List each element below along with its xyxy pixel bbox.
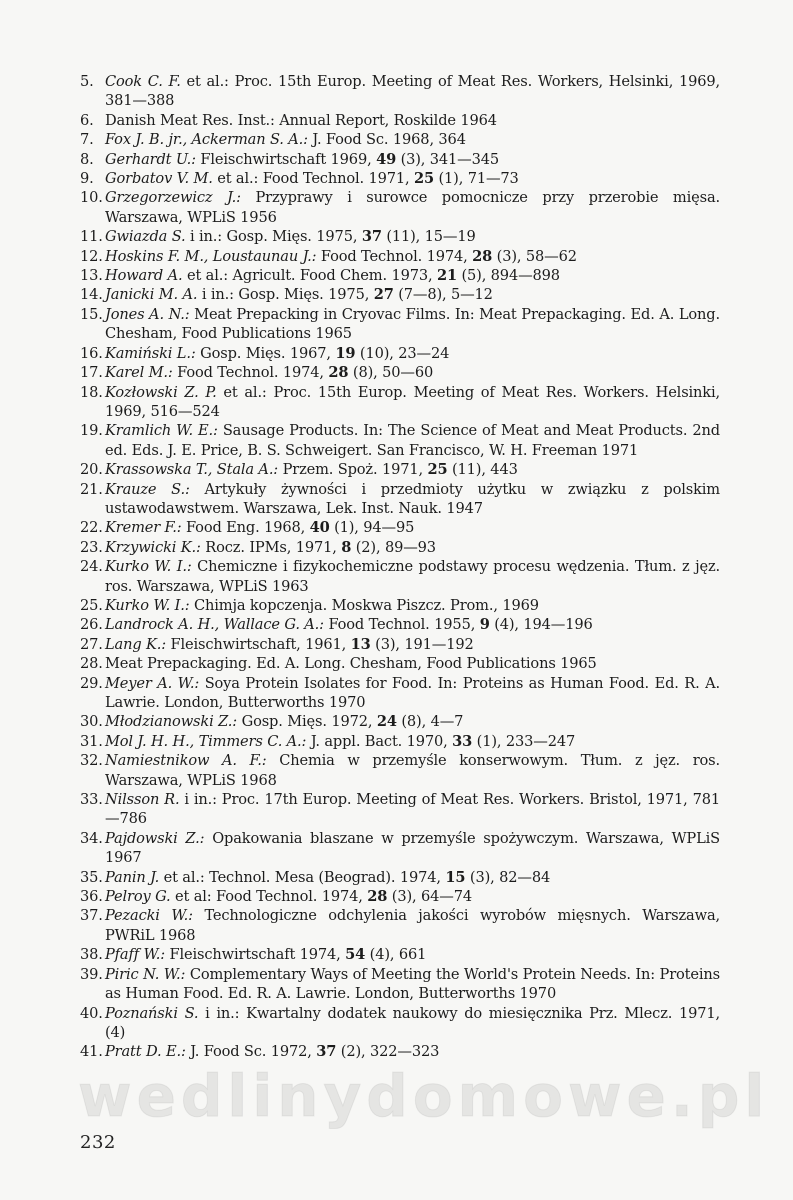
reference-volume: 25 xyxy=(427,461,448,479)
reference-number: 22. xyxy=(80,519,103,537)
reference-number: 19. xyxy=(80,422,103,440)
reference-item xyxy=(80,615,720,634)
reference-pages: (11), 443 xyxy=(447,461,518,479)
reference-volume: 13 xyxy=(350,635,371,653)
reference-number: 37. xyxy=(80,907,103,925)
reference-author: Gerhardt U.: xyxy=(105,150,196,168)
reference-text: Przyprawy i surowce pomocnicze przy przerobie mięsa. Warszawa, WPLiS 1956 xyxy=(105,189,720,226)
reference-volume: 27 xyxy=(373,286,394,304)
reference-item xyxy=(80,965,720,1004)
reference-pages: (1), 94—95 xyxy=(329,519,415,537)
reference-item xyxy=(80,285,720,304)
watermark: wedlinydomowe.pl xyxy=(78,1062,770,1130)
reference-volume: 19 xyxy=(335,344,356,362)
reference-volume: 40 xyxy=(309,519,330,537)
reference-volume: 8 xyxy=(341,538,352,556)
reference-text: Przem. Spoż. 1971, xyxy=(278,461,428,479)
reference-author: Mol J. H. H., Timmers C. A.: xyxy=(105,732,307,750)
reference-item xyxy=(80,227,720,246)
reference-volume: 33 xyxy=(452,732,473,750)
reference-author: Młodzianowski Z.: xyxy=(105,713,238,731)
reference-item xyxy=(80,169,720,188)
reference-item xyxy=(80,305,720,344)
reference-item xyxy=(80,460,720,479)
reference-text: Meat Prepackaging. Ed. A. Long. Chesham, Food Publications 1965 xyxy=(105,655,597,673)
reference-number: 38. xyxy=(80,946,103,964)
reference-item xyxy=(80,557,720,596)
reference-number: 41. xyxy=(80,1043,103,1061)
reference-number: 6. xyxy=(80,111,94,129)
reference-item xyxy=(80,518,720,537)
reference-number: 12. xyxy=(80,247,103,265)
reference-item xyxy=(80,654,720,673)
reference-text: et al: Food Technol. 1974, xyxy=(170,888,368,906)
reference-number: 15. xyxy=(80,305,103,323)
reference-text: i in.: Kwartalny dodatek naukowy do miesięcznika Prz. Mlecz. 1971, (4) xyxy=(105,1004,720,1041)
reference-item xyxy=(80,247,720,266)
reference-author: Grzegorzewicz J.: xyxy=(105,189,241,207)
reference-item xyxy=(80,945,720,964)
reference-item xyxy=(80,674,720,713)
reference-text: Sausage Products. In: The Science of Meat and Meat Products. 2nd ed. Eds. J. E. Price, B. S. Schweigert. San Francisco, W. H. Freeman 1971 xyxy=(105,422,720,459)
reference-number: 7. xyxy=(80,131,94,149)
reference-author: Kremer F.: xyxy=(105,519,182,537)
reference-number: 36. xyxy=(80,888,103,906)
reference-text: J. Food Sc. 1972, xyxy=(185,1043,317,1061)
reference-volume: 54 xyxy=(345,946,366,964)
reference-author: Nilsson R. xyxy=(105,791,180,809)
reference-number: 28. xyxy=(80,655,103,673)
reference-text: Food Technol. 1974, xyxy=(172,364,329,382)
reference-text: Opakowania blaszane w przemyśle spożywczym. Warszawa, WPLiS 1967 xyxy=(105,829,721,867)
reference-volume: 21 xyxy=(436,267,457,285)
reference-item xyxy=(80,887,720,906)
reference-number: 29. xyxy=(80,674,103,692)
reference-volume: 28 xyxy=(472,247,493,265)
reference-text: Fleischwirtschaft, 1961, xyxy=(166,635,351,653)
reference-author: Pelroy G. xyxy=(105,888,171,906)
reference-author: Howard A. xyxy=(105,267,183,285)
reference-volume: 37 xyxy=(316,1043,337,1061)
reference-number: 5. xyxy=(80,73,94,90)
reference-number: 17. xyxy=(80,364,103,382)
reference-item xyxy=(80,1042,720,1061)
reference-author: Kramlich W. E.: xyxy=(105,422,218,440)
reference-text: Rocz. IPMs, 1971, xyxy=(200,538,342,556)
reference-number: 40. xyxy=(80,1004,103,1022)
reference-pages: (7—8), 5—12 xyxy=(393,286,493,304)
reference-pages: (3), 64—74 xyxy=(387,888,472,906)
reference-text: Chemiczne i fizykochemiczne podstawy procesu wędzenia. Tłum. z jęz. ros. Warszawa, WPLiS 1963 xyxy=(105,558,720,595)
reference-volume: 28 xyxy=(328,364,349,382)
reference-text: et al.: Proc. 15th Europ. Meeting of Meat Res. Workers. Helsinki, 1969, 516—524 xyxy=(105,383,721,420)
reference-text: Fleischwirtschaft 1969, xyxy=(195,150,377,168)
reference-author: Namiestnikow A. F.: xyxy=(105,752,267,770)
reference-volume: 37 xyxy=(361,228,382,246)
reference-text: Gosp. Mięs. 1967, xyxy=(195,344,336,362)
reference-author: Kamiński L.: xyxy=(105,344,196,362)
reference-item xyxy=(80,130,720,149)
reference-pages: (4), 194—196 xyxy=(489,616,593,634)
reference-volume: 28 xyxy=(367,888,388,906)
reference-author: Gorbatov V. M. xyxy=(105,170,213,188)
reference-number: 23. xyxy=(80,538,103,556)
reference-author: Poznański S. xyxy=(105,1004,199,1022)
reference-item xyxy=(80,790,720,829)
reference-number: 33. xyxy=(80,791,103,809)
reference-pages: (8), 50—60 xyxy=(348,364,434,382)
reference-number: 24. xyxy=(80,558,103,576)
reference-author: Janicki M. A. xyxy=(105,286,198,304)
reference-number: 11. xyxy=(80,228,103,246)
reference-text: i in.: Proc. 17th Europ. Meeting of Meat Res. Workers. Bristol, 1971, 781—786 xyxy=(105,791,720,828)
reference-item xyxy=(80,150,720,169)
reference-number: 32. xyxy=(80,752,103,770)
reference-author: Gwiazda S. xyxy=(105,228,186,246)
reference-text: J. Food Sc. 1968, 364 xyxy=(307,131,466,149)
reference-item xyxy=(80,1004,720,1043)
reference-author: Krzywicki K.: xyxy=(105,538,201,556)
reference-item xyxy=(80,72,720,111)
reference-text: et al.: Food Technol. 1971, xyxy=(212,170,414,188)
reference-text: Fleischwirtschaft 1974, xyxy=(165,946,346,964)
reference-text: Food Technol. 1955, xyxy=(323,616,480,634)
reference-pages: (3), 58—62 xyxy=(492,247,577,265)
reference-pages: (2), 89—93 xyxy=(351,538,436,556)
reference-text: Danish Meat Res. Inst.: Annual Report, Roskilde 1964 xyxy=(105,111,497,129)
reference-text: Complementary Ways of Meeting the World's Protein Needs. In: Proteins as Human Food. Ed. R. A. Lawrie. London, Butterworths 1970 xyxy=(105,965,720,1003)
reference-text: Food Technol. 1974, xyxy=(316,247,473,265)
reference-number: 16. xyxy=(80,344,103,362)
reference-item xyxy=(80,906,720,945)
reference-pages: (2), 322—323 xyxy=(336,1043,440,1061)
reference-pages: (8), 4—7 xyxy=(396,713,464,731)
reference-text: Chimja kopczenja. Moskwa Piszcz. Prom., 1969 xyxy=(189,596,539,614)
reference-number: 8. xyxy=(80,150,94,168)
reference-number: 27. xyxy=(80,635,103,653)
reference-number: 18. xyxy=(80,383,103,401)
reference-author: Jones A. N.: xyxy=(105,305,190,323)
reference-volume: 15 xyxy=(445,868,466,886)
reference-author: Lang K.: xyxy=(105,635,167,653)
reference-text: J. appl. Bact. 1970, xyxy=(306,732,453,750)
reference-text: et al.: Technol. Mesa (Beograd). 1974, xyxy=(159,868,446,886)
reference-text: Technologiczne odchylenia jakości wyrobów mięsnych. Warszawa, PWRiL 1968 xyxy=(105,907,720,944)
reference-author: Landrock A. H., Wallace G. A.: xyxy=(105,616,324,634)
reference-pages: (5), 894—898 xyxy=(456,267,560,285)
reference-volume: 9 xyxy=(479,616,490,634)
reference-item xyxy=(80,266,720,285)
reference-author: Krassowska T., Stala A.: xyxy=(105,461,279,479)
reference-author: Hoskins F. M., Loustaunau J.: xyxy=(105,247,317,265)
reference-author: Karel M.: xyxy=(105,364,173,382)
reference-text: Meat Prepacking in Cryovac Films. In: Meat Prepackaging. Ed. A. Long. Chesham, Food Publications 1965 xyxy=(105,305,720,343)
reference-author: Cook C. F. xyxy=(105,73,181,90)
reference-text: i in.: Gosp. Mięs. 1975, xyxy=(197,286,374,304)
reference-pages: (1), 233—247 xyxy=(472,732,576,750)
reference-item xyxy=(80,344,720,363)
reference-author: Piric N. W.: xyxy=(105,965,186,983)
reference-author: Meyer A. W.: xyxy=(105,674,200,692)
reference-item xyxy=(80,421,720,460)
reference-author: Kurko W. I.: xyxy=(105,596,190,614)
reference-volume: 49 xyxy=(376,150,397,168)
reference-item xyxy=(80,712,720,731)
reference-volume: 24 xyxy=(376,713,397,731)
reference-item xyxy=(80,111,720,130)
reference-list xyxy=(80,72,720,1062)
reference-author: Kurko W. I.: xyxy=(105,558,192,576)
reference-text: Food Eng. 1968, xyxy=(181,519,310,537)
reference-item xyxy=(80,732,720,751)
reference-item xyxy=(80,635,720,654)
reference-item xyxy=(80,480,720,519)
reference-item xyxy=(80,538,720,557)
reference-pages: (11), 15—19 xyxy=(381,228,476,246)
page-number: 232 xyxy=(80,1132,116,1153)
reference-number: 26. xyxy=(80,616,103,634)
reference-pages: (4), 661 xyxy=(365,946,427,964)
reference-author: Fox J. B. jr., Ackerman S. A.: xyxy=(105,131,308,149)
reference-text: Artykuły żywności i przedmioty użytku w związku z polskim ustawodawstwem. Warszawa, Lek. Inst. Nauk. 1947 xyxy=(105,480,720,517)
reference-text: et al.: Agricult. Food Chem. 1973, xyxy=(182,267,437,285)
reference-number: 20. xyxy=(80,461,103,479)
reference-author: Pajdowski Z.: xyxy=(105,829,205,847)
reference-pages: (1), 71—73 xyxy=(434,170,519,188)
reference-number: 10. xyxy=(80,189,103,207)
reference-number: 31. xyxy=(80,732,103,750)
reference-author: Krauze S.: xyxy=(105,480,190,498)
reference-item xyxy=(80,868,720,887)
reference-item xyxy=(80,829,720,868)
reference-text: et al.: Proc. 15th Europ. Meeting of Meat Res. Workers, Helsinki, 1969, 381—388 xyxy=(105,73,721,110)
reference-pages: (3), 82—84 xyxy=(465,868,551,886)
reference-number: 9. xyxy=(80,170,94,188)
reference-text: Gosp. Mięs. 1972, xyxy=(237,713,377,731)
reference-text: Soya Protein Isolates for Food. In: Proteins as Human Food. Ed. R. A. Lawrie. London, Butterworths 1970 xyxy=(105,674,720,711)
reference-pages: (10), 23—24 xyxy=(355,344,450,362)
reference-item xyxy=(80,751,720,790)
reference-author: Kozłowski Z. P. xyxy=(105,383,217,401)
reference-item xyxy=(80,188,720,227)
reference-pages: (3), 191—192 xyxy=(370,635,474,653)
reference-number: 34. xyxy=(80,829,103,847)
reference-item xyxy=(80,596,720,615)
reference-text: Chemia w przemyśle konserwowym. Tłum. z jęz. ros. Warszawa, WPLiS 1968 xyxy=(105,752,720,789)
reference-number: 21. xyxy=(80,480,103,498)
reference-number: 39. xyxy=(80,965,103,983)
reference-author: Panin J. xyxy=(105,868,160,886)
reference-author: Pfaff W.: xyxy=(105,946,166,964)
reference-item xyxy=(80,383,720,422)
reference-volume: 25 xyxy=(413,170,434,188)
reference-number: 25. xyxy=(80,596,103,614)
reference-item xyxy=(80,363,720,382)
reference-number: 35. xyxy=(80,868,103,886)
reference-text: i in.: Gosp. Mięs. 1975, xyxy=(185,228,362,246)
reference-pages: (3), 341—345 xyxy=(396,150,500,168)
reference-author: Pezacki W.: xyxy=(105,907,193,925)
reference-number: 30. xyxy=(80,713,103,731)
reference-number: 13. xyxy=(80,267,103,285)
reference-number: 14. xyxy=(80,286,103,304)
reference-author: Pratt D. E.: xyxy=(105,1043,186,1061)
